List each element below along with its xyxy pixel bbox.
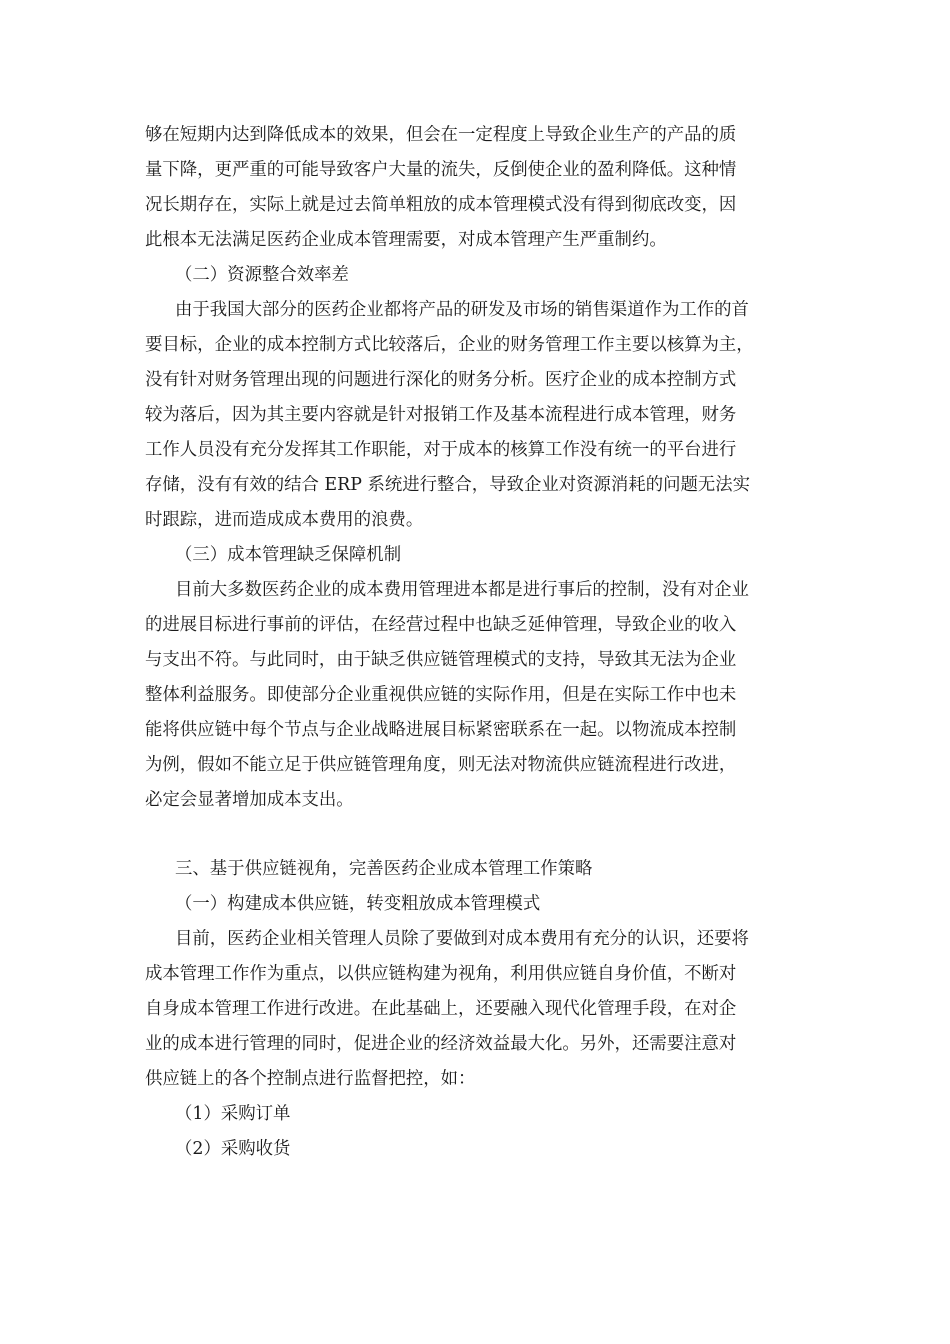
text-line: 够在短期内达到降低成本的效果，但会在一定程度上导致企业生产的产品的质 [145, 125, 737, 145]
text-line: 要目标，企业的成本控制方式比较落后，企业的财务管理工作主要以核算为主， [145, 335, 754, 355]
text-line: 此根本无法满足医药企业成本管理需要，对成本管理产生严重制约。 [145, 230, 667, 250]
text-line: 必定会显著增加成本支出。 [145, 790, 354, 810]
paragraph-1 [145, 118, 810, 258]
paragraph-2 [145, 293, 810, 538]
text-line: 自身成本管理工作进行改进。在此基础上，还要融入现代化管理手段，在对企 [145, 999, 737, 1019]
section-gap [145, 818, 810, 852]
text-line: 况长期存在，实际上就是过去简单粗放的成本管理模式没有得到彻底改变，因 [145, 195, 737, 215]
text-line: 由于我国大部分的医药企业都将产品的研发及市场的销售渠道作为工作的首 [175, 300, 749, 320]
text-line: 量下降，更严重的可能导致客户大量的流失，反倒使企业的盈利降低。这种情 [145, 160, 737, 180]
text-line: 时跟踪，进而造成成本费用的浪费。 [145, 510, 424, 530]
list-item: （1）采购订单 [175, 1104, 291, 1124]
text-line: 供应链上的各个控制点进行监督把控，如： [145, 1069, 476, 1089]
section-heading-strategies: 三、基于供应链视角，完善医药企业成本管理工作策略 [175, 859, 593, 879]
text-line: 能将供应链中每个节点与企业战略进展目标紧密联系在一起。以物流成本控制 [145, 720, 737, 740]
text-line: 工作人员没有充分发挥其工作职能，对于成本的核算工作没有统一的平台进行 [145, 440, 737, 460]
document-page [145, 118, 810, 1167]
paragraph-3 [145, 573, 810, 818]
text-line: 整体利益服务。即使部分企业重视供应链的实际作用，但是在实际工作中也未 [145, 685, 737, 705]
text-line: 成本管理工作作为重点，以供应链构建为视角，利用供应链自身价值，不断对 [145, 964, 737, 984]
list [145, 1097, 810, 1167]
text-line: 与支出不符。与此同时，由于缺乏供应链管理模式的支持，导致其无法为企业 [145, 650, 737, 670]
text-line: 目前大多数医药企业的成本费用管理进本都是进行事后的控制，没有对企业 [175, 580, 749, 600]
text-line: 业的成本进行管理的同时，促进企业的经济效益最大化。另外，还需要注意对 [145, 1034, 737, 1054]
text-line: 较为落后，因为其主要内容就是针对报销工作及基本流程进行成本管理，财务 [145, 405, 737, 425]
list-item: （2）采购收货 [175, 1139, 291, 1159]
text-line: 目前，医药企业相关管理人员除了要做到对成本费用有充分的认识，还要将 [175, 929, 749, 949]
subheading-cost-mechanism: （三）成本管理缺乏保障机制 [175, 545, 402, 565]
subheading-resource-integration: （二）资源整合效率差 [175, 265, 349, 285]
paragraph-4 [145, 922, 810, 1097]
text-line: 为例，假如不能立足于供应链管理角度，则无法对物流供应链流程进行改进， [145, 755, 737, 775]
text-line: 的进展目标进行事前的评估，在经营过程中也缺乏延伸管理，导致企业的收入 [145, 615, 737, 635]
text-line: 存储，没有有效的结合 ERP 系统进行整合，导致企业对资源消耗的问题无法实 [145, 475, 751, 495]
text-line: 没有针对财务管理出现的问题进行深化的财务分析。医疗企业的成本控制方式 [145, 370, 737, 390]
subheading-supply-chain: （一）构建成本供应链，转变粗放成本管理模式 [175, 894, 541, 914]
